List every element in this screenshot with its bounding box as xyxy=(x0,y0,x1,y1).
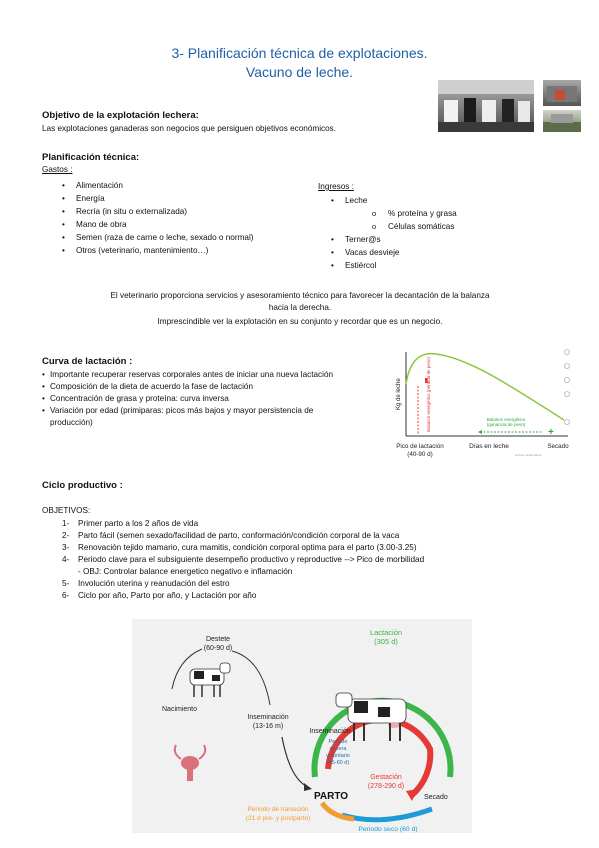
field-illustration xyxy=(543,110,581,132)
objective-item xyxy=(62,542,582,554)
objective-number: 1- xyxy=(62,519,70,528)
gastos-item: • Mano de obra xyxy=(58,218,278,231)
y-axis-label: Kg de leche xyxy=(396,378,402,410)
gastos-item: • Otros (veterinario, mantenimiento…) xyxy=(58,244,278,257)
vet-note-line3: Imprescindible ver la explotación en su conjunto y recordar que es un negocio. xyxy=(157,317,443,326)
gastos-label: Gastos : xyxy=(42,165,73,174)
gastos-item: • Alimentación xyxy=(58,179,278,192)
lactation-bullet: • Concentración de grasa y proteína: curva inversa xyxy=(42,394,229,403)
lactation-bullet-text: Importante recuperar reservas corporales antes de iniciar una nueva lactación xyxy=(50,370,334,379)
first-insemination-months: (13-16 m) xyxy=(252,723,284,730)
voluntary-wait-days: (45-60 d) xyxy=(326,760,350,766)
objective-number: 2- xyxy=(62,531,70,540)
marker-dot xyxy=(565,350,570,355)
voluntary-wait-label-2: espera xyxy=(329,746,347,752)
lactation-bullet: • Importante recuperar reservas corporales antes de iniciar una nueva lactación xyxy=(42,370,334,379)
objective-item xyxy=(62,566,582,578)
ingresos-item: • Vacas desvieje xyxy=(327,246,527,259)
gastos-item: • Recría (in situ o externalizada) xyxy=(58,205,278,218)
objective-text: Renovación tejido mamario, cura mamitis, condición corporal optima para el parto (3.00-3.25) xyxy=(78,543,417,552)
objective-number: 4- xyxy=(62,555,70,564)
gestation-label: Gestación xyxy=(370,774,402,781)
objective-number: 6- xyxy=(62,591,70,600)
transition-period-label: Periodo de transición xyxy=(247,806,309,813)
voluntary-wait-label-3: voluntario xyxy=(326,753,350,759)
weaning-days: (60-90 d) xyxy=(203,645,233,652)
objective-text: Ciclo por año, Parto por año, y Lactación por año xyxy=(78,591,257,600)
gastos-item: • Semen (raza de carne o leche, sexado o normal) xyxy=(58,231,278,244)
lactation-days: (305 d) xyxy=(374,637,398,646)
lactation-bullet-text: Variación por edad (primiparas: picos más bajos y mayor persistencia de producción) xyxy=(50,406,314,427)
barn-illustration xyxy=(543,80,581,106)
ingresos-leche-sublist xyxy=(372,207,552,233)
voluntary-wait-label-1: Periodo xyxy=(328,739,348,745)
chart-credit: Archivo Veterinarios xyxy=(514,453,542,457)
lactation-bullet-text: Composición de la dieta de acuerdo la fase de lactación xyxy=(50,382,253,391)
marker-dot xyxy=(565,420,570,425)
objective-text: Primer parto a los 2 años de vida xyxy=(78,519,199,528)
cycle-heading: Ciclo productivo : xyxy=(42,480,123,491)
milking-parlor-illustration xyxy=(438,80,534,132)
ingresos-list xyxy=(327,194,527,207)
lactation-heading: Curva de lactación : xyxy=(42,356,133,367)
dry-off-label: Secado xyxy=(424,794,448,801)
marker-dot xyxy=(565,378,570,383)
lactation-bullets xyxy=(42,369,382,429)
peak-label-1: Pico de lactación xyxy=(396,443,444,450)
gastos-item: • Energía xyxy=(58,192,278,205)
marker-dot xyxy=(565,392,570,397)
diagram-background xyxy=(132,619,472,833)
milking-parlor-photo xyxy=(438,80,534,132)
vet-note-line1: El veterinario proporciona servicios y asesoramiento técnico para favorecer la decantación de la balanza xyxy=(110,291,490,300)
objective-text: Las explotaciones ganaderas son negocios que persiguen objetivos económicos. xyxy=(42,124,337,133)
vet-note-line2: hacia la derecha. xyxy=(268,303,332,312)
marker-dot xyxy=(565,364,570,369)
objective-number: 3- xyxy=(62,543,70,552)
objective-heading: Objetivo de la explotación lechera: xyxy=(42,110,199,121)
lactation-bullet-text: Concentración de grasa y proteína: curva inversa xyxy=(50,394,229,403)
page-title-line2: Vacuno de leche. xyxy=(245,64,354,80)
transition-period-days: (21 d pre- y postparto) xyxy=(245,815,311,822)
objective-item xyxy=(62,518,582,530)
positive-balance-arrowhead xyxy=(478,430,482,434)
ingresos-item: • Terner@s xyxy=(327,233,527,246)
weaning-label: Destete xyxy=(205,636,231,643)
objective-item xyxy=(62,530,582,542)
objectives-list xyxy=(62,518,582,602)
objective-item xyxy=(62,578,582,590)
ingresos-list-rest xyxy=(327,233,527,272)
planning-heading: Planificación técnica: xyxy=(42,152,140,163)
lactation-label: Lactación xyxy=(369,628,403,637)
page-title-line1: 3- Planificación técnica de explotaciones. xyxy=(171,45,428,61)
negative-balance-label: Balance energético (pérdida de peso) xyxy=(426,356,431,432)
barn-photo-bottom xyxy=(543,110,581,132)
lactation-bullet: • Variación por edad (primiparas: picos más bajos y mayor persistencia de producción) xyxy=(42,406,314,427)
second-insemination-label: Inseminación xyxy=(309,728,351,735)
ingresos-subitem: o % proteína y grasa xyxy=(372,207,552,220)
objective-item xyxy=(62,554,582,566)
objective-text: Involución uterina y reanudación del estro xyxy=(78,579,230,588)
objective-number xyxy=(62,566,78,578)
peak-label-2: (40-90 d) xyxy=(407,451,433,458)
calving-label: PARTO xyxy=(314,791,349,802)
positive-balance-label-1: Balance energético xyxy=(486,417,526,422)
dry-period-label: Periodo seco (60 d) xyxy=(358,826,418,833)
productive-cycle-diagram xyxy=(132,619,472,833)
first-insemination-label: Inseminación xyxy=(247,714,289,721)
ingresos-label: Ingresos : xyxy=(318,182,354,191)
birth-label: Nacimiento xyxy=(162,706,198,713)
positive-balance-plus: + xyxy=(548,427,554,438)
objective-text: - OBJ: Controlar balance energetico negativo e inflamación xyxy=(78,567,293,576)
ingresos-subitem: o Células somáticas xyxy=(372,220,552,233)
gastos-list xyxy=(58,179,278,257)
dry-off-label: Secado xyxy=(547,443,569,450)
x-axis-label: Días en leche xyxy=(469,443,509,450)
barn-photo-top xyxy=(543,80,581,106)
positive-balance-label-2: (ganancia de peso) xyxy=(486,422,526,427)
lactation-bullet: • Composición de la dieta de acuerdo la fase de lactación xyxy=(42,382,253,391)
ingresos-item: • Estiércol xyxy=(327,259,527,272)
objective-text: Periodo clave para el subsiguiente desempeño productivo y reproductive --> Pico de morbilidad xyxy=(78,555,425,564)
gestation-days: (278-290 d) xyxy=(367,783,405,790)
ingresos-item-leche: • Leche xyxy=(327,194,527,207)
objective-text: Parto fácil (semen sexado/facilidad de parto, conformación/condición corporal de la vaca xyxy=(78,531,400,540)
objectives-label: OBJETIVOS: xyxy=(42,506,91,515)
lactation-curve-chart xyxy=(388,344,578,478)
objective-item xyxy=(62,590,582,602)
objective-number: 5- xyxy=(62,579,70,588)
